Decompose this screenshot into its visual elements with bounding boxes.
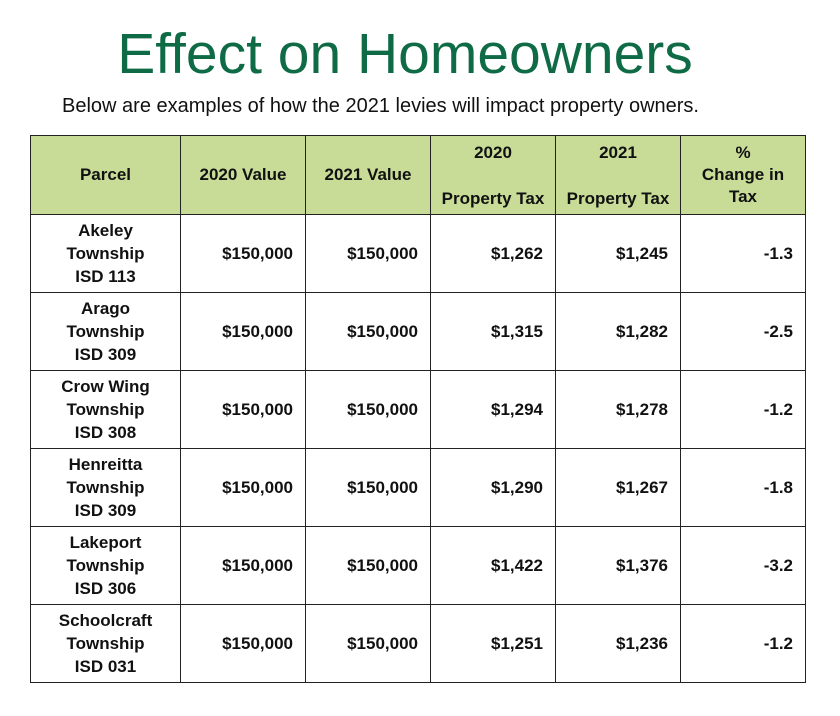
change-cell: -3.2 bbox=[681, 527, 806, 605]
change-cell: -1.8 bbox=[681, 449, 806, 527]
tax-2020-cell: $1,251 bbox=[431, 605, 556, 683]
parcel-isd: ISD 031 bbox=[74, 657, 137, 676]
tax-2021-cell: $1,267 bbox=[556, 449, 681, 527]
tax-2021-cell: $1,282 bbox=[556, 293, 681, 371]
parcel-cell bbox=[31, 449, 181, 527]
header-change-line2: Change in bbox=[701, 165, 785, 184]
parcel-cell bbox=[31, 293, 181, 371]
levy-impact-table bbox=[30, 135, 806, 683]
parcel-name: Akeley bbox=[78, 221, 133, 240]
table-row bbox=[31, 449, 806, 527]
table-row bbox=[31, 293, 806, 371]
parcel-cell bbox=[31, 215, 181, 293]
header-value-2021-label: 2021 Value bbox=[324, 165, 412, 184]
change-cell: -2.5 bbox=[681, 293, 806, 371]
header-change bbox=[681, 136, 806, 215]
change-cell: -1.2 bbox=[681, 605, 806, 683]
parcel-cell bbox=[31, 605, 181, 683]
parcel-type: Township bbox=[66, 244, 145, 263]
tax-2020-cell: $1,290 bbox=[431, 449, 556, 527]
page-title: Effect on Homeowners bbox=[117, 22, 693, 86]
header-parcel bbox=[31, 136, 181, 215]
parcel-isd: ISD 308 bbox=[74, 423, 137, 442]
change-cell: -1.3 bbox=[681, 215, 806, 293]
value-2021-cell: $150,000 bbox=[306, 371, 431, 449]
value-2020-cell: $150,000 bbox=[181, 215, 306, 293]
table-body bbox=[31, 215, 806, 683]
value-2021-cell: $150,000 bbox=[306, 605, 431, 683]
header-tax-2021-year: 2021 bbox=[599, 143, 637, 162]
parcel-isd: ISD 113 bbox=[75, 267, 136, 286]
parcel-isd: ISD 309 bbox=[74, 501, 137, 520]
header-value-2020-label: 2020 Value bbox=[199, 165, 287, 184]
parcel-isd: ISD 306 bbox=[74, 579, 137, 598]
tax-2021-cell: $1,376 bbox=[556, 527, 681, 605]
value-2020-cell: $150,000 bbox=[181, 605, 306, 683]
header-value-2021 bbox=[306, 136, 431, 215]
header-tax-2020-year: 2020 bbox=[474, 143, 512, 162]
parcel-type: Township bbox=[66, 478, 145, 497]
page-subtitle: Below are examples of how the 2021 levies will impact property owners. bbox=[62, 95, 699, 117]
parcel-cell bbox=[31, 527, 181, 605]
parcel-name: Arago bbox=[80, 299, 131, 318]
table-row bbox=[31, 527, 806, 605]
value-2021-cell: $150,000 bbox=[306, 215, 431, 293]
table-row bbox=[31, 371, 806, 449]
header-row bbox=[31, 136, 806, 215]
parcel-name: Schoolcraft bbox=[58, 611, 153, 630]
parcel-type: Township bbox=[66, 634, 145, 653]
parcel-isd: ISD 309 bbox=[74, 345, 137, 364]
header-change-line3: Tax bbox=[728, 187, 758, 206]
header-parcel-label: Parcel bbox=[79, 165, 132, 184]
value-2020-cell: $150,000 bbox=[181, 449, 306, 527]
header-tax-2021 bbox=[556, 136, 681, 215]
value-2021-cell: $150,000 bbox=[306, 449, 431, 527]
value-2021-cell: $150,000 bbox=[306, 527, 431, 605]
parcel-name: Lakeport bbox=[69, 533, 142, 552]
header-tax-2020 bbox=[431, 136, 556, 215]
table-row bbox=[31, 215, 806, 293]
change-cell: -1.2 bbox=[681, 371, 806, 449]
header-tax-2021-label: Property Tax bbox=[566, 189, 670, 208]
tax-2021-cell: $1,278 bbox=[556, 371, 681, 449]
parcel-type: Township bbox=[66, 322, 145, 341]
header-tax-2020-label: Property Tax bbox=[441, 189, 545, 208]
table-header bbox=[31, 136, 806, 215]
tax-2020-cell: $1,315 bbox=[431, 293, 556, 371]
parcel-type: Township bbox=[66, 400, 145, 419]
parcel-name: Crow Wing bbox=[61, 377, 150, 396]
parcel-name: Henreitta bbox=[68, 455, 143, 474]
table-row bbox=[31, 605, 806, 683]
header-change-line1: % bbox=[735, 143, 751, 162]
tax-2020-cell: $1,262 bbox=[431, 215, 556, 293]
tax-2020-cell: $1,422 bbox=[431, 527, 556, 605]
value-2021-cell: $150,000 bbox=[306, 293, 431, 371]
parcel-cell bbox=[31, 371, 181, 449]
tax-2020-cell: $1,294 bbox=[431, 371, 556, 449]
value-2020-cell: $150,000 bbox=[181, 527, 306, 605]
parcel-type: Township bbox=[66, 556, 145, 575]
tax-2021-cell: $1,245 bbox=[556, 215, 681, 293]
header-value-2020 bbox=[181, 136, 306, 215]
value-2020-cell: $150,000 bbox=[181, 293, 306, 371]
tax-2021-cell: $1,236 bbox=[556, 605, 681, 683]
value-2020-cell: $150,000 bbox=[181, 371, 306, 449]
